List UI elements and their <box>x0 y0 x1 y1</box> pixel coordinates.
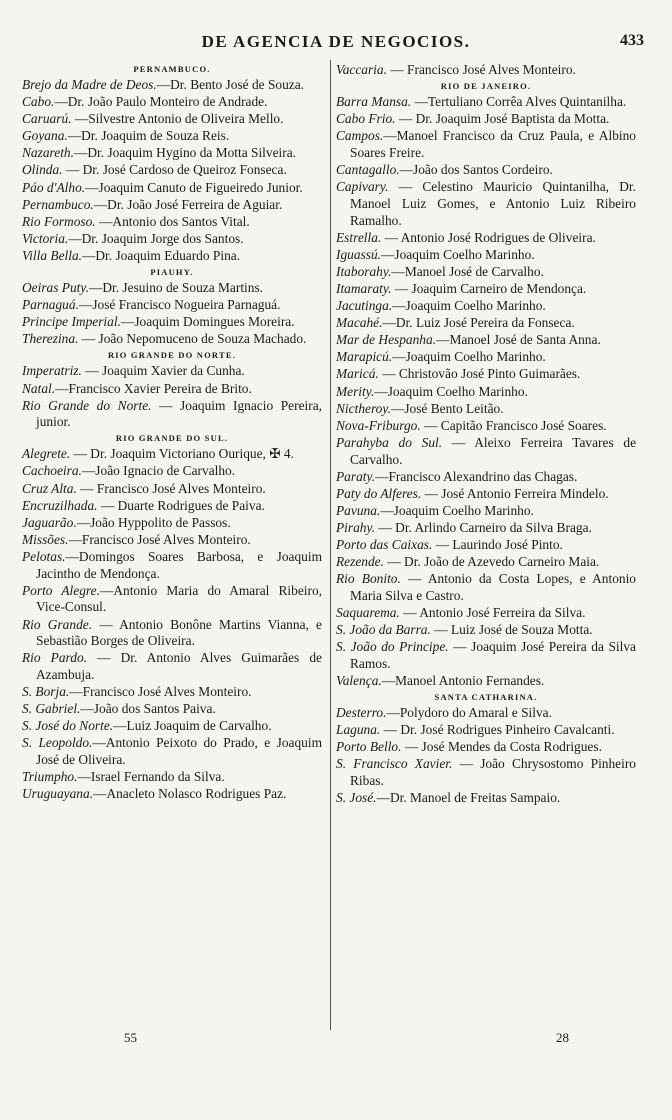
agent-name: — Dr. Joaquim José Baptista da Motta. <box>395 111 610 127</box>
agent-name: —Luiz Joaquim de Carvalho. <box>113 718 272 734</box>
place-name: Triumpho. <box>22 769 78 785</box>
agent-name: —Francisco Alexandrino das Chagas. <box>375 468 578 484</box>
place-name: Mar de Hespanha. <box>336 332 437 348</box>
place-name: Merity. <box>336 383 375 399</box>
place-name: Encruzilhada. <box>22 497 98 513</box>
directory-entry <box>22 214 322 231</box>
place-name: Brejo da Madre de Deos. <box>22 77 157 92</box>
place-name: Rio Formoso. <box>22 213 96 229</box>
place-name: Pelotas. <box>22 548 66 564</box>
place-name: Cachoeira. <box>22 463 82 479</box>
agent-name: — João Chrysostomo Pinheiro Ribas. <box>350 756 636 789</box>
agent-name: —Antonio Peixoto do Prado, e Joaquim José de Oliveira. <box>36 735 322 768</box>
place-name: Rezende. <box>336 554 384 570</box>
agent-name: —Dr. Jesuino de Souza Martins. <box>88 280 264 296</box>
section-heading: PERNAMBUCO. <box>133 64 211 74</box>
place-name: S. Gabriel. <box>22 701 81 717</box>
agent-name: —Dr. Manoel de Freitas Sampaio. <box>376 790 561 806</box>
place-name: Laguna. <box>336 722 381 738</box>
agent-name: —Antonio Maria do Amaral Ribeiro, Vice-Consul. <box>36 582 323 615</box>
agent-name: — Luiz José de Souza Motta. <box>430 622 593 638</box>
place-name: Macahé. <box>336 315 383 331</box>
directory-entry <box>22 94 322 111</box>
place-name: Vaccaria. <box>336 62 387 77</box>
place-name: S. José do Norte. <box>22 718 114 734</box>
place-name: Maricá. <box>336 366 379 382</box>
agent-name: — Dr. Arlindo Carneiro da Silva Braga. <box>375 519 592 535</box>
directory-entry <box>336 349 636 366</box>
agent-name: — Dr. João de Azevedo Carneiro Maia. <box>383 554 600 570</box>
directory-entry <box>336 554 636 571</box>
place-name: Campos. <box>336 128 384 144</box>
agent-name: —Manoel José de Santa Anna. <box>436 332 601 348</box>
place-name: Alegrete. <box>22 446 71 462</box>
place-name: Pavuna. <box>336 502 381 518</box>
agent-name: — João Nepomuceno de Souza Machado. <box>78 331 307 347</box>
directory-entry <box>336 401 636 418</box>
agent-name: —Silvestre Antonio de Oliveira Mello. <box>71 111 284 127</box>
agent-name: —Manoel Antonio Fernandes. <box>381 672 545 688</box>
agent-name: — Christovão José Pinto Guimarães. <box>378 366 581 382</box>
agent-name: —Dr. Joaquim Eduardo Pina. <box>82 247 241 263</box>
place-name: Therezina. <box>22 331 79 347</box>
place-name: Missões. <box>22 531 69 547</box>
agent-name: —João Hyppolito de Passos. <box>76 514 231 530</box>
page-header <box>20 32 652 54</box>
directory-entry <box>22 128 322 145</box>
agent-name: —Joaquim Canuto de Figueiredo Junior. <box>85 179 303 195</box>
place-name: Porto Alegre. <box>22 582 100 598</box>
directory-entry <box>22 162 322 179</box>
directory-entry <box>22 769 322 786</box>
place-name: Pernambuco. <box>22 196 94 212</box>
directory-entry <box>22 314 322 331</box>
directory-entry <box>22 786 322 803</box>
agent-name: — Dr. Antonio Alves Guimarães de Azambuja. <box>36 650 322 683</box>
agent-name: —João Ignacio de Carvalho. <box>81 463 236 479</box>
place-name: Desterro. <box>336 705 387 721</box>
place-name: Saquarema. <box>336 604 400 620</box>
agent-name: —Dr. Joaquim Hygino da Motta Silveira. <box>73 145 297 161</box>
place-name: Cabo. <box>22 94 55 110</box>
place-name: Porto das Caixas. <box>336 536 433 552</box>
place-name: Victoria. <box>22 230 69 246</box>
directory-entry <box>22 532 322 549</box>
agent-name: —Dr. Joaquim de Souza Reis. <box>67 128 230 144</box>
directory-entry <box>22 381 322 398</box>
directory-entry <box>22 446 322 463</box>
directory-entry <box>336 298 636 315</box>
directory-entry <box>336 486 636 503</box>
place-name: S. Borja. <box>22 684 70 700</box>
agent-name: —Tertuliano Corrêa Alves Quintanilha. <box>411 94 627 110</box>
agent-name: —Dr. Luiz José Pereira da Fonseca. <box>382 315 575 331</box>
section-heading: SANTA CATHARINA. <box>434 692 538 703</box>
place-name: Pirahy. <box>336 519 376 535</box>
directory-entry <box>22 331 322 348</box>
agent-name: — Antonio Bonône Martins Vianna, e Sebastião Borges de Oliveira. <box>36 616 323 649</box>
directory-entry <box>336 503 636 520</box>
place-name: Nazareth. <box>22 145 74 161</box>
place-name: Imperatriz. <box>22 363 82 379</box>
agent-name: —Antonio dos Santos Vital. <box>95 213 250 229</box>
place-name: Nova-Friburgo. <box>336 417 421 433</box>
directory-entry <box>336 264 636 281</box>
agent-name: —Polydoro do Amaral e Silva. <box>386 705 552 721</box>
agent-name: — Laurindo José Pinto. <box>432 536 563 552</box>
place-name: Nictheroy. <box>336 400 391 416</box>
directory-entry <box>336 537 636 554</box>
directory-entry <box>336 230 636 247</box>
place-name: Parnaguá. <box>22 297 79 313</box>
agent-name: —Israel Fernando da Silva. <box>77 769 225 785</box>
place-name: Iguassú. <box>336 246 382 262</box>
agent-name: —Francisco José Alves Monteiro. <box>69 684 252 700</box>
directory-entry <box>336 315 636 332</box>
directory-entry <box>22 463 322 480</box>
agent-name: — Aleixo Ferreira Tavares de Carvalho. <box>350 434 637 467</box>
place-name: Natal. <box>22 380 56 396</box>
directory-entry <box>22 145 322 162</box>
directory-entry <box>22 650 322 683</box>
directory-entry <box>336 281 636 298</box>
agent-name: — José Antonio Ferreira Mindelo. <box>421 485 609 501</box>
agent-name: —Joaquim Domingues Moreira. <box>120 314 295 330</box>
agent-name: —Domingos Soares Barbosa, e Joaquim Jacintho de Mendonça. <box>36 548 322 581</box>
directory-entry <box>22 180 322 197</box>
directory-entry <box>336 605 636 622</box>
agent-name: — Dr. José Cardoso de Queiroz Fonseca. <box>62 162 287 178</box>
place-name: Marapicú. <box>336 349 393 365</box>
right-column <box>336 62 636 807</box>
place-name: Uruguayana. <box>22 786 94 802</box>
place-name: Cabo Frio. <box>336 111 396 127</box>
directory-entry <box>336 520 636 537</box>
place-name: Parahyba do Sul. <box>336 434 443 450</box>
directory-entry <box>22 398 322 431</box>
directory-entry <box>22 231 322 248</box>
place-name: Villa Bella. <box>22 247 82 263</box>
directory-entry <box>22 684 322 701</box>
directory-entry <box>336 435 636 468</box>
agent-name: — Duarte Rodrigues de Paiva. <box>97 497 265 513</box>
agent-name: —João dos Santos Cordeiro. <box>399 162 553 178</box>
directory-entry <box>22 297 322 314</box>
directory-entry <box>22 197 322 214</box>
directory-entry <box>22 617 322 650</box>
directory-entry <box>336 366 636 383</box>
agent-name: —Joaquim Coelho Marinho. <box>380 502 534 518</box>
directory-entry <box>22 280 322 297</box>
agent-name: — Dr. José Rodrigues Pinheiro Cavalcanti. <box>380 722 615 738</box>
agent-name: —Dr. João Paulo Monteiro de Andrade. <box>54 94 268 110</box>
place-name: Oeiras Puty. <box>22 280 89 296</box>
column-divider <box>330 60 331 1030</box>
agent-name: — Capitão Francisco José Soares. <box>420 417 607 433</box>
place-name: S. João do Principe. <box>336 639 449 655</box>
agent-name: — Francisco José Alves Monteiro. <box>76 480 266 496</box>
directory-entry <box>336 790 636 807</box>
agent-name: — Celestino Mauricio Quintanilha, Dr. Manoel Luiz Gomes, e Antonio Luiz Ribeiro Ramalho. <box>350 179 636 228</box>
page-title: DE AGENCIA DE NEGOCIOS. <box>201 32 471 51</box>
directory-entry <box>22 77 322 94</box>
footer-signature-right: 28 <box>556 1030 569 1045</box>
agent-name: —Dr. João José Ferreira de Aguiar. <box>93 196 283 212</box>
directory-entry <box>336 384 636 401</box>
place-name: Jacutinga. <box>336 298 393 314</box>
directory-entry <box>22 701 322 718</box>
place-name: Páo d'Alho. <box>22 179 86 195</box>
place-name: Goyana. <box>22 128 68 144</box>
footer-signature-left: 55 <box>124 1030 137 1045</box>
directory-entry <box>336 418 636 435</box>
directory-entry <box>336 332 636 349</box>
place-name: S. João da Barra. <box>336 622 431 638</box>
agent-name: —Manoel José de Carvalho. <box>391 263 544 279</box>
agent-name: —Dr. Bento José de Souza. <box>156 77 305 92</box>
place-name: S. Francisco Xavier. <box>336 756 453 772</box>
place-name: Rio Grande. <box>22 616 93 632</box>
agent-name: — Antonio José Ferreira da Silva. <box>399 604 586 620</box>
agent-name: —Francisco Xavier Pereira de Brito. <box>55 380 252 396</box>
place-name: Barra Mansa. <box>336 94 412 110</box>
place-name: Principe Imperial. <box>22 314 121 330</box>
place-name: Rio Bonito. <box>336 571 401 587</box>
agent-name: —João dos Santos Paiva. <box>80 701 216 717</box>
directory-entry <box>336 179 636 229</box>
agent-name: —Joaquim Coelho Marinho. <box>392 298 546 314</box>
place-name: Cantagallo. <box>336 162 400 178</box>
agent-name: —Joaquim Coelho Marinho. <box>374 383 528 399</box>
place-name: Paty do Alferes. <box>336 485 422 501</box>
directory-entry <box>336 639 636 672</box>
agent-name: —Manoel Francisco da Cruz Paula, e Albino Soares Freire. <box>350 128 636 160</box>
agent-name: — Antonio da Costa Lopes, e Antonio Maria Silva e Castro. <box>350 571 636 603</box>
left-column <box>22 62 322 803</box>
section-heading: PIAUHY. <box>150 267 194 278</box>
directory-entry <box>336 571 636 604</box>
place-name: S. José. <box>336 790 377 806</box>
place-name: Paraty. <box>336 468 376 484</box>
directory-entry <box>22 111 322 128</box>
directory-entry <box>22 363 322 380</box>
directory-entry <box>22 481 322 498</box>
agent-name: — Joaquim Ignacio Pereira, junior. <box>36 397 323 430</box>
place-name: Itamaraty. <box>336 280 392 296</box>
section-heading: RIO GRANDE DO SUL. <box>115 433 229 444</box>
directory-entry <box>22 583 322 616</box>
agent-name: —José Francisco Nogueira Parnaguá. <box>78 297 281 313</box>
directory-entry <box>336 62 636 79</box>
agent-name: — Francisco José Alves Monteiro. <box>386 62 576 77</box>
directory-entry <box>336 673 636 690</box>
agent-name: —Francisco José Alves Monteiro. <box>68 531 251 547</box>
agent-name: — Joaquim Xavier da Cunha. <box>81 363 245 379</box>
agent-name: —Joaquim Coelho Marinho. <box>381 246 535 262</box>
directory-entry <box>22 248 322 265</box>
agent-name: — Joaquim Carneiro de Mendonça. <box>391 280 587 296</box>
place-name: Jaguarão. <box>22 514 77 530</box>
agent-name: —Anacleto Nolasco Rodrigues Paz. <box>93 786 287 802</box>
place-name: Estrella. <box>336 229 382 245</box>
directory-entry <box>22 735 322 768</box>
agent-name: —Dr. Joaquim Jorge dos Santos. <box>68 230 244 246</box>
agent-name: — José Mendes da Costa Rodrigues. <box>401 739 602 755</box>
directory-entry <box>22 515 322 532</box>
section-heading: RIO DE JANEIRO. <box>440 81 532 92</box>
agent-name: —José Bento Leitão. <box>390 400 504 416</box>
section-heading: RIO GRANDE DO NORTE. <box>107 350 237 361</box>
place-name: Caruarú. <box>22 111 72 127</box>
directory-entry <box>336 469 636 486</box>
place-name: Capivary. <box>336 179 389 195</box>
place-name: Rio Pardo. <box>22 650 88 666</box>
directory-entry <box>336 622 636 639</box>
directory-entry <box>22 498 322 515</box>
place-name: S. Leopoldo. <box>22 735 93 751</box>
agent-name: — Joaquim José Pereira da Silva Ramos. <box>350 639 636 671</box>
directory-entry <box>336 756 636 789</box>
agent-name: —Joaquim Coelho Marinho. <box>392 349 546 365</box>
place-name: Rio Grande do Norte. <box>22 397 152 413</box>
directory-entry <box>336 162 636 179</box>
place-name: Porto Bello. <box>336 739 402 755</box>
page-number: 433 <box>620 32 644 49</box>
place-name: Olinda. <box>22 162 63 178</box>
place-name: Cruz Alta. <box>22 480 77 496</box>
directory-entry <box>22 549 322 582</box>
directory-entry <box>22 718 322 735</box>
place-name: Itaborahy. <box>336 263 392 279</box>
directory-entry <box>336 111 636 128</box>
agent-name: — Dr. Joaquim Victoriano Ourique, ✠ 4. <box>70 446 294 462</box>
agent-name: — Antonio José Rodrigues de Oliveira. <box>381 229 596 245</box>
directory-entry <box>336 128 636 161</box>
directory-entry <box>336 94 636 111</box>
directory-entry <box>336 722 636 739</box>
directory-entry <box>336 705 636 722</box>
directory-entry <box>336 739 636 756</box>
directory-entry <box>336 247 636 264</box>
place-name: Valença. <box>336 672 382 688</box>
